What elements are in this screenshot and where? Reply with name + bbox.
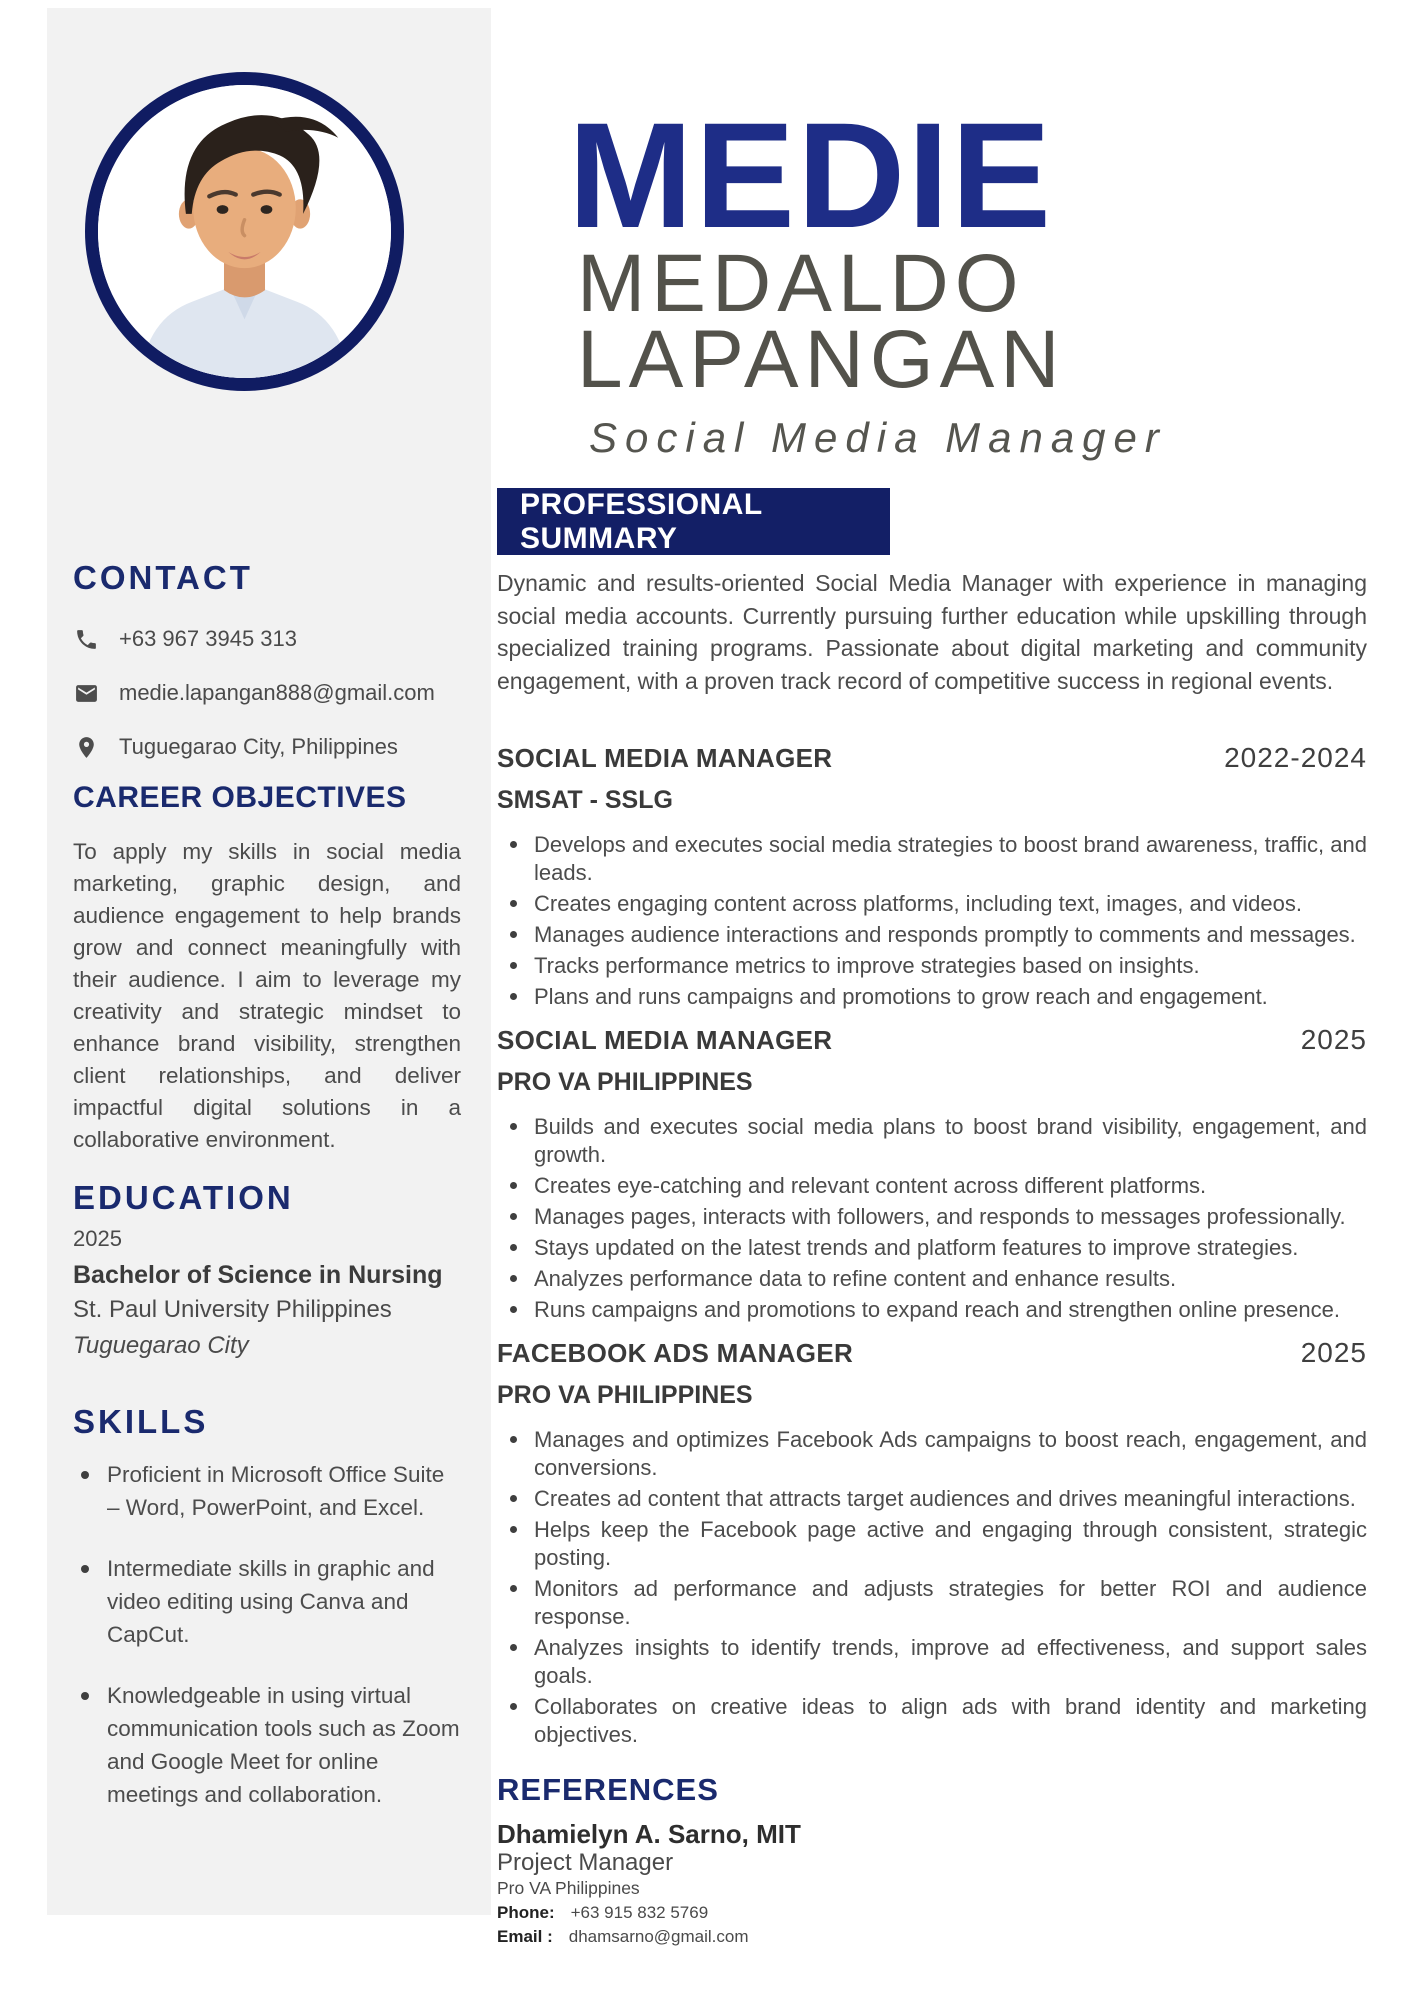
- job-bullet: Creates eye-catching and relevant content across different platforms.: [497, 1172, 1367, 1200]
- job-bullet: Monitors ad performance and adjusts strategies for better ROI and audience response.: [497, 1575, 1367, 1631]
- skills-heading: SKILLS: [73, 1403, 209, 1440]
- job-header: [497, 743, 1367, 773]
- reference-email-row: [497, 1927, 1367, 1947]
- job-bullet: Tracks performance metrics to improve strategies based on insights.: [497, 952, 1367, 980]
- job-company: SMSAT - SSLG: [497, 786, 673, 814]
- contact-email-value: medie.lapangan888@gmail.com: [119, 680, 435, 705]
- experience-entry-2: [497, 1025, 1367, 1324]
- experience-entry-3: [497, 1338, 1367, 1749]
- sidebar: [47, 8, 491, 1915]
- reference-title: Project Manager: [497, 1849, 674, 1876]
- job-bullet: Creates ad content that attracts target audiences and drives meaningful interactions.: [497, 1485, 1367, 1513]
- job-bullet: Develops and executes social media strategies to boost brand awareness, traffic, and leads.: [497, 831, 1367, 887]
- phone-icon: [73, 626, 99, 652]
- career-objectives-section: [73, 780, 461, 1156]
- job-dates: 2022-2024: [1224, 742, 1367, 773]
- professional-summary-text: Dynamic and results-oriented Social Media Manager with experience in managing social media accounts. Currently pursuing further education while upskilling through specialized training programs. Passionate about digital marketing and community engagement, with a proven track record of competitive success in regional events.: [497, 570, 1367, 694]
- skills-section: [73, 1404, 461, 1811]
- first-name: MEDIE: [568, 91, 1054, 259]
- job-bullet: Creates engaging content across platforms, including text, images, and videos.: [497, 890, 1367, 918]
- name-block: [497, 91, 1367, 461]
- reference-company: Pro VA Philippines: [497, 1878, 640, 1898]
- professional-summary-section: [497, 488, 1367, 697]
- reference-name: Dhamielyn A. Sarno, MIT: [497, 1819, 801, 1849]
- job-bullet: Plans and runs campaigns and promotions to grow reach and engagement.: [497, 983, 1367, 1011]
- job-bullet: Manages audience interactions and responds promptly to comments and messages.: [497, 921, 1367, 949]
- contact-phone-value: +63 967 3945 313: [119, 626, 298, 651]
- job-header: [497, 1025, 1367, 1055]
- skill-item: Intermediate skills in graphic and video editing using Canva and CapCut.: [73, 1552, 461, 1651]
- education-school: St. Paul University Philippines: [73, 1296, 392, 1323]
- references-section: [497, 1773, 1367, 1947]
- job-bullet-list: [497, 1113, 1367, 1324]
- job-bullet: Builds and executes social media plans to boost brand visibility, engagement, and growth.: [497, 1113, 1367, 1169]
- job-bullet: Analyzes performance data to refine content and enhance results.: [497, 1265, 1367, 1293]
- career-objectives-heading: CAREER OBJECTIVES: [73, 781, 407, 814]
- job-bullet: Stays updated on the latest trends and platform features to improve strategies.: [497, 1234, 1367, 1262]
- contact-location-value: Tuguegarao City, Philippines: [119, 734, 398, 759]
- job-bullet: Runs campaigns and promotions to expand reach and strengthen online presence.: [497, 1296, 1367, 1324]
- job-bullet-list: [497, 831, 1367, 1011]
- job-bullet: Manages pages, interacts with followers, and responds to messages professionally.: [497, 1203, 1367, 1231]
- job-bullet: Collaborates on creative ideas to align ads with brand identity and marketing objectives.: [497, 1693, 1367, 1749]
- sidebar-content: [47, 8, 491, 1811]
- professional-summary-banner: PROFESSIONAL SUMMARY: [497, 488, 890, 555]
- skill-item: Knowledgeable in using virtual communication tools such as Zoom and Google Meet for online meetings and collaboration.: [73, 1679, 461, 1811]
- main-column: [497, 0, 1367, 1947]
- job-bullet: Analyzes insights to identify trends, improve ad effectiveness, and support sales goals.: [497, 1634, 1367, 1690]
- education-section: [73, 1180, 461, 1360]
- reference-phone-label: Phone:: [497, 1903, 555, 1922]
- job-header: [497, 1338, 1367, 1368]
- experience-entry-1: [497, 743, 1367, 1011]
- education-heading: EDUCATION: [73, 1179, 294, 1216]
- job-dates: 2025: [1300, 1024, 1367, 1055]
- skill-item: Proficient in Microsoft Office Suite – Word, PowerPoint, and Excel.: [73, 1458, 461, 1524]
- reference-email-label: Email :: [497, 1927, 553, 1946]
- contact-location-row: [73, 732, 461, 762]
- education-year: 2025: [73, 1226, 122, 1251]
- envelope-icon: [73, 680, 99, 706]
- job-title: SOCIAL MEDIA MANAGER: [497, 743, 833, 773]
- reference-phone-row: [497, 1903, 1367, 1923]
- job-company: PRO VA PHILIPPINES: [497, 1381, 753, 1409]
- contact-email-row: [73, 678, 461, 708]
- contact-heading: CONTACT: [73, 559, 253, 596]
- reference-email-value: dhamsarno@gmail.com: [568, 1927, 749, 1946]
- job-title-line: Social Media Manager: [589, 414, 1167, 461]
- middle-name: MEDALDO: [577, 238, 1025, 329]
- job-bullet: Helps keep the Facebook page active and engaging through consistent, strategic posting.: [497, 1516, 1367, 1572]
- career-objectives-text: To apply my skills in social media marketing, graphic design, and audience engagement to help brands grow and connect meaningfully with their audience. I aim to leverage my creativity and strategic mindset to enhance brand visibility, strengthen client relationships, and deliver impactful digital solutions in a collaborative environment.: [73, 839, 461, 1152]
- job-dates: 2025: [1300, 1337, 1367, 1368]
- contact-phone-row: [73, 624, 461, 654]
- job-title: SOCIAL MEDIA MANAGER: [497, 1025, 833, 1055]
- education-degree: Bachelor of Science in Nursing: [73, 1261, 443, 1289]
- references-heading: REFERENCES: [497, 1772, 719, 1807]
- last-name: LAPANGAN: [577, 314, 1066, 405]
- contact-section: [73, 560, 461, 762]
- location-pin-icon: [73, 734, 99, 760]
- education-city: Tuguegarao City: [73, 1332, 249, 1359]
- job-bullet: Manages and optimizes Facebook Ads campaigns to boost reach, engagement, and conversions.: [497, 1426, 1367, 1482]
- skills-list: [73, 1458, 461, 1811]
- job-company: PRO VA PHILIPPINES: [497, 1068, 753, 1096]
- job-title: FACEBOOK ADS MANAGER: [497, 1338, 854, 1368]
- reference-phone-value: +63 915 832 5769: [570, 1903, 709, 1922]
- job-bullet-list: [497, 1426, 1367, 1749]
